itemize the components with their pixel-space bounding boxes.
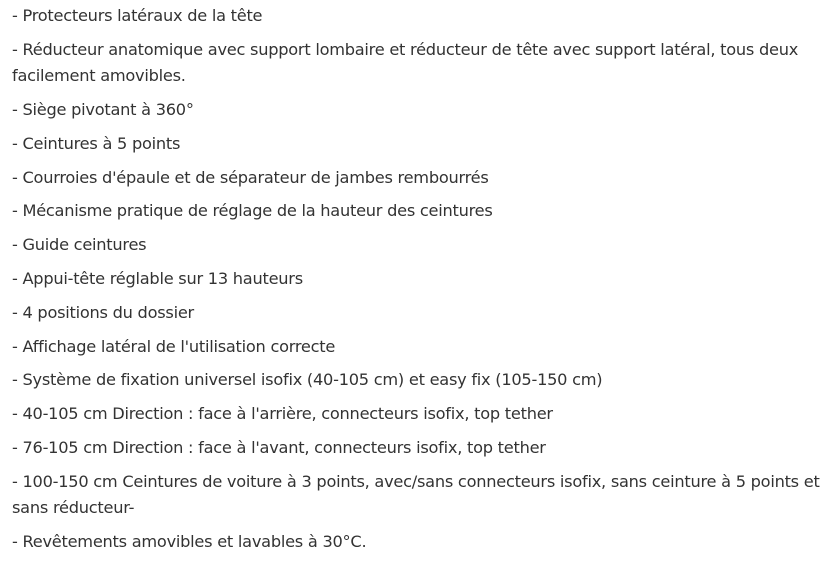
feature-item: - Courroies d'épaule et de séparateur de jambes rembourrés	[12, 167, 489, 187]
feature-item: - Système de fixation universel isofix (40-105 cm) et easy fix (105-150 cm)	[12, 370, 603, 390]
feature-item: - Protecteurs latéraux de la tête	[12, 6, 263, 25]
feature-item: - Mécanisme pratique de réglage de la hauteur des ceintures	[12, 201, 493, 221]
feature-item: - Affichage latéral de l'utilisation correcte	[12, 336, 336, 356]
feature-item: - 40-105 cm Direction : face à l'arrière, connecteurs isofix, top tether	[12, 404, 553, 424]
feature-item: - Ceintures à 5 points	[12, 133, 181, 153]
feature-item: - 4 positions du dossier	[12, 302, 194, 322]
feature-item: - Réducteur anatomique avec support lombaire et réducteur de tête avec support latéral, tous deux facilement amovibles.	[12, 39, 799, 86]
feature-item: - 100-150 cm Ceintures de voiture à 3 points, avec/sans connecteurs isofix, sans ceinture à 5 points et sans réducteur-	[12, 471, 820, 518]
feature-item: - Appui-tête réglable sur 13 hauteurs	[12, 269, 303, 289]
feature-list	[12, 3, 827, 563]
feature-item: - Siège pivotant à 360°	[12, 100, 194, 120]
feature-item: - 76-105 cm Direction : face à l'avant, connecteurs isofix, top tether	[12, 438, 546, 458]
feature-item: - Guide ceintures	[12, 235, 147, 255]
feature-item: - Revêtements amovibles et lavables à 30°C.	[12, 532, 367, 552]
